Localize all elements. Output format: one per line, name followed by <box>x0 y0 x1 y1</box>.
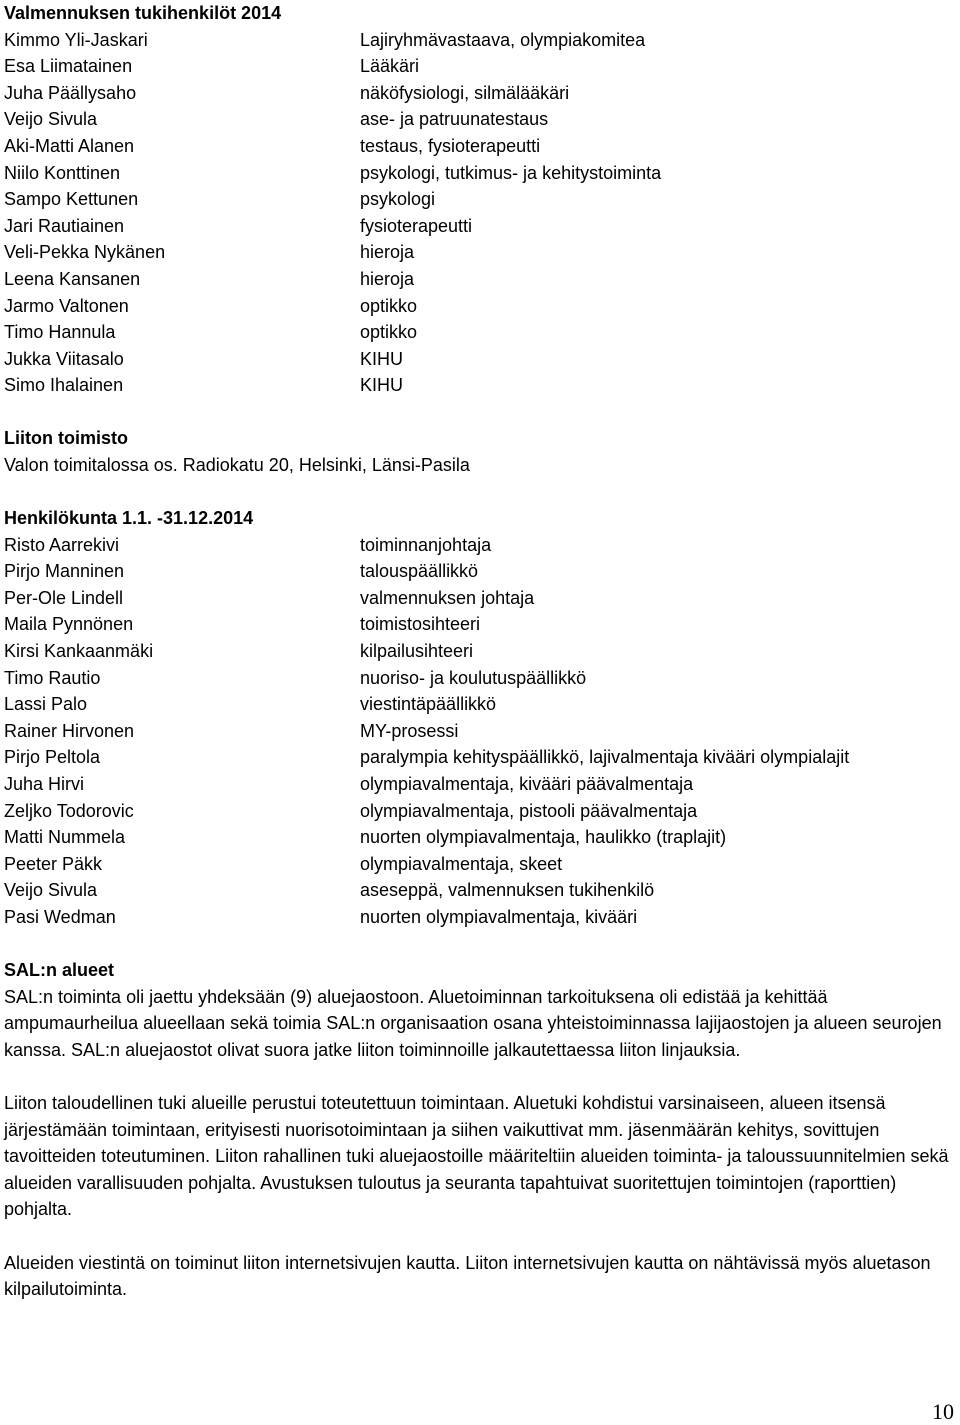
person-role: nuorten olympiavalmentaja, kivääri <box>360 906 638 927</box>
office-section <box>4 425 470 478</box>
regions-paragraph-3: Alueiden viestintä on toiminut liiton internetsivujen kautta. Liiton internetsivujen kautta on nähtävissä myös aluetason kilpailutoiminta. <box>4 1252 931 1300</box>
list-item <box>4 824 849 851</box>
person-name: Niilo Konttinen <box>4 162 121 183</box>
person-name: Kimmo Yli-Jaskari <box>4 29 148 50</box>
person-name: Juha Hirvi <box>4 773 85 794</box>
person-role: nuorten olympiavalmentaja, haulikko (traplajit) <box>360 827 727 848</box>
list-item <box>4 53 661 80</box>
person-name: Peeter Päkk <box>4 853 103 874</box>
person-role: olympiavalmentaja, skeet <box>360 853 563 874</box>
office-address: Valon toimitalossa os. Radiokatu 20, Helsinki, Länsi-Pasila <box>4 454 470 475</box>
page-number: 10 <box>932 1399 954 1424</box>
person-name: Leena Kansanen <box>4 268 141 289</box>
person-name: Esa Liimatainen <box>4 56 133 77</box>
list-item <box>4 346 661 373</box>
list-item <box>4 80 661 107</box>
office-heading: Liiton toimisto <box>4 428 128 448</box>
staff-list <box>4 532 849 931</box>
list-item <box>4 638 849 665</box>
list-item <box>4 691 849 718</box>
person-name: Timo Hannula <box>4 322 116 343</box>
person-role: fysioterapeutti <box>360 215 473 236</box>
person-name: Maila Pynnönen <box>4 614 134 635</box>
person-name: Veli-Pekka Nykänen <box>4 242 166 263</box>
regions-heading: SAL:n alueet <box>4 960 115 980</box>
list-item <box>4 319 661 346</box>
support-staff-section <box>4 0 661 399</box>
person-role: viestintäpäällikkö <box>360 694 497 715</box>
person-name: Kirsi Kankaanmäki <box>4 640 154 661</box>
list-item <box>4 239 661 266</box>
person-role: psykologi <box>360 189 436 210</box>
person-role: testaus, fysioterapeutti <box>360 135 541 156</box>
list-item <box>4 293 661 320</box>
person-role: hieroja <box>360 242 415 263</box>
staff-heading: Henkilökunta 1.1. -31.12.2014 <box>4 508 254 528</box>
list-item <box>4 611 849 638</box>
person-name: Pirjo Manninen <box>4 561 125 582</box>
person-name: Lassi Palo <box>4 694 88 715</box>
person-name: Timo Rautio <box>4 667 101 688</box>
list-item <box>4 266 661 293</box>
person-name: Sampo Kettunen <box>4 189 139 210</box>
list-item <box>4 744 849 771</box>
person-name: Jari Rautiainen <box>4 215 125 236</box>
person-role: nuoriso- ja koulutuspäällikkö <box>360 667 587 688</box>
person-role: KIHU <box>360 375 404 396</box>
person-role: psykologi, tutkimus- ja kehitystoiminta <box>360 162 662 183</box>
regions-paragraph-1: SAL:n toiminta oli jaettu yhdeksään (9) aluejaostoon. Aluetoiminnan tarkoituksena oli edistää ja kehittää ampumaurheilua alueellaan sekä toimia SAL:n organisaation osana yhteistoiminnassa lajijaostojen ja alueen seurojen kanssa. SAL:n aluejaostot olivat suora jatke liiton toiminnoille jalkautettaessa liiton linjauksia. <box>4 986 942 1060</box>
person-role: olympiavalmentaja, kivääri päävalmentaja <box>360 773 694 794</box>
person-role: aseseppä, valmennuksen tukihenkilö <box>360 880 655 901</box>
person-role: toimistosihteeri <box>360 614 481 635</box>
person-name: Aki-Matti Alanen <box>4 135 135 156</box>
person-role: toiminnanjohtaja <box>360 534 492 555</box>
list-item <box>4 851 849 878</box>
list-item <box>4 532 849 559</box>
list-item <box>4 771 849 798</box>
person-name: Matti Nummela <box>4 827 126 848</box>
list-item <box>4 133 661 160</box>
person-role: optikko <box>360 295 418 316</box>
list-item <box>4 877 849 904</box>
person-role: näköfysiologi, silmälääkäri <box>360 82 570 103</box>
person-name: Pirjo Peltola <box>4 747 101 768</box>
list-item <box>4 798 849 825</box>
person-name: Veijo Sivula <box>4 880 98 901</box>
person-name: Veijo Sivula <box>4 109 98 130</box>
list-item <box>4 186 661 213</box>
person-role: kilpailusihteeri <box>360 640 474 661</box>
person-role: Lajiryhmävastaava, olympiakomitea <box>360 29 646 50</box>
person-role: valmennuksen johtaja <box>360 587 535 608</box>
regions-paragraph-2: Liiton taloudellinen tuki alueille perustui toteutettuun toimintaan. Aluetuki kohdistui varsinaiseen, alueen itsensä järjestämään toimintaan, erityisesti nuorisotoimintaan ja siihen vaikuttivat mm. jäsenmäärän kehitys, sovittujen tavoitteiden toteutuminen. Liiton rahallinen tuki aluejaostoille määriteltiin alueiden toiminta- ja taloussuunnitelmien sekä alueiden varallisuuden pohjalta. Avustuksen tuloutus ja seuranta tapahtuivat suoritettujen toimintojen (raporttien) pohjalta. <box>4 1092 949 1220</box>
list-item <box>4 106 661 133</box>
person-name: Pasi Wedman <box>4 906 116 927</box>
person-role: olympiavalmentaja, pistooli päävalmentaja <box>360 800 698 821</box>
list-item <box>4 372 661 399</box>
person-role: optikko <box>360 322 418 343</box>
person-name: Juha Päällysaho <box>4 82 137 103</box>
support-staff-heading: Valmennuksen tukihenkilöt 2014 <box>4 3 282 23</box>
list-item <box>4 160 661 187</box>
regions-section <box>4 957 956 1303</box>
person-role: KIHU <box>360 348 404 369</box>
person-role: ase- ja patruunatestaus <box>360 109 549 130</box>
person-name: Simo Ihalainen <box>4 375 124 396</box>
list-item <box>4 558 849 585</box>
list-item <box>4 718 849 745</box>
person-role: MY-prosessi <box>360 720 459 741</box>
support-staff-list <box>4 27 661 399</box>
staff-section <box>4 505 849 931</box>
person-name: Jukka Viitasalo <box>4 348 124 369</box>
list-item <box>4 665 849 692</box>
person-role: talouspäällikkö <box>360 561 479 582</box>
list-item <box>4 213 661 240</box>
person-role: paralympia kehityspäällikkö, lajivalmentaja kivääri olympialajit <box>360 747 850 768</box>
person-name: Per-Ole Lindell <box>4 587 124 608</box>
person-name: Rainer Hirvonen <box>4 720 135 741</box>
list-item <box>4 904 849 931</box>
list-item <box>4 27 661 54</box>
person-name: Zeljko Todorovic <box>4 800 134 821</box>
person-name: Risto Aarrekivi <box>4 534 120 555</box>
person-role: Lääkäri <box>360 56 420 77</box>
list-item <box>4 585 849 612</box>
person-name: Jarmo Valtonen <box>4 295 129 316</box>
person-role: hieroja <box>360 268 415 289</box>
